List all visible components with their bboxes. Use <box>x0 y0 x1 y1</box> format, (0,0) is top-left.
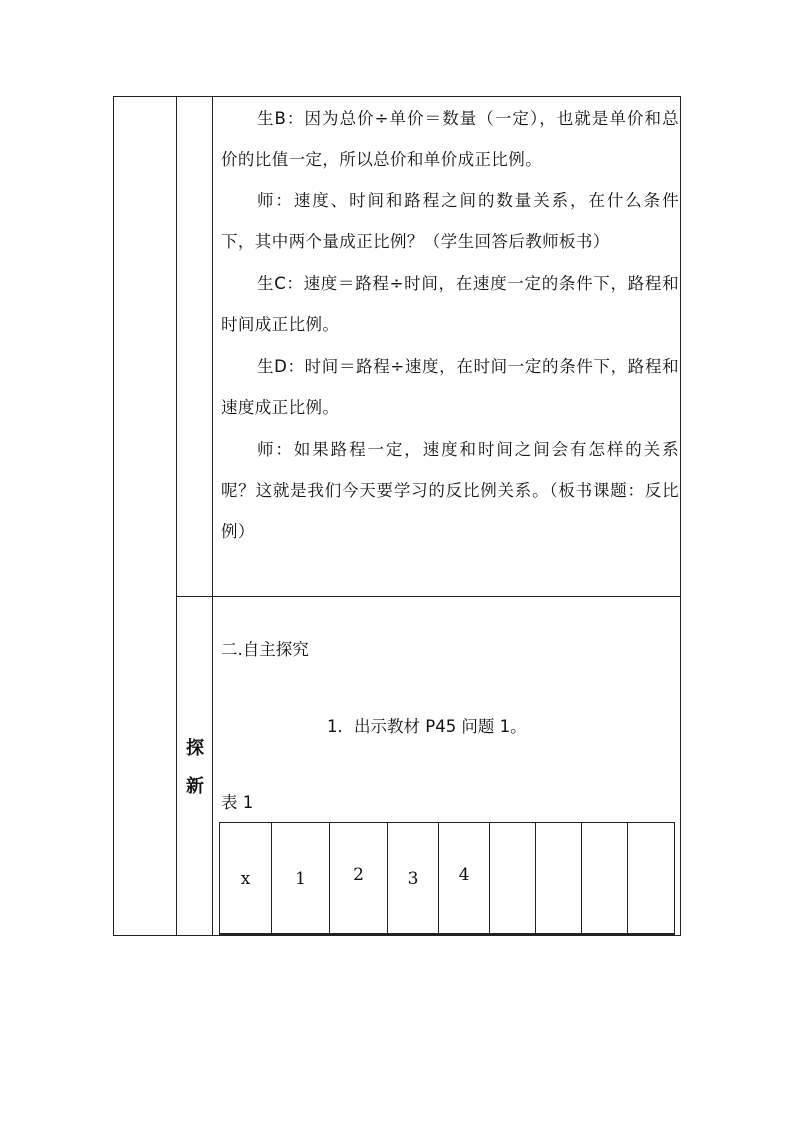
table-cell: 1 <box>272 823 330 935</box>
table-cell-empty <box>490 823 536 935</box>
table-cell: 3 <box>388 823 439 935</box>
table-cell-x-header: x <box>220 823 272 935</box>
section-heading: 二.自主探究 <box>221 640 309 659</box>
table-caption: 表 1 <box>221 793 254 812</box>
table-cell-empty <box>582 823 628 935</box>
dialogue-paragraph-b: 生B：因为总价÷单价＝数量（一定），也就是单价和总价的比值一定，所以总价和单价成正比例。 <box>221 109 679 169</box>
table-cell: 4 <box>439 823 490 935</box>
dialogue-paragraph-d: 生D：时间＝路程÷速度，在时间一定的条件下，路程和速度成正比例。 <box>221 357 679 417</box>
table-left-border <box>113 96 114 936</box>
table-cell-empty <box>536 823 582 935</box>
activity-item: 1．出示教材 P45 问题 1。 <box>327 717 527 736</box>
table-right-border <box>680 96 681 936</box>
table-row <box>220 823 675 935</box>
table-row-divider <box>176 596 680 597</box>
section-label-tan: 探 <box>186 738 204 759</box>
dialogue-paragraph-teacher-2: 师：如果路程一定，速度和时间之间会有怎样的关系呢？这就是我们今天要学习的反比例关系。（板书课题：反比例） <box>221 440 679 541</box>
data-table-1 <box>219 822 675 935</box>
section-label-xin: 新 <box>186 776 204 797</box>
data-table-bottom-rule <box>219 933 674 935</box>
table-cell-empty <box>628 823 675 935</box>
table-column-divider-1 <box>176 96 177 936</box>
table-column-divider-2 <box>212 96 213 936</box>
table-bottom-border <box>113 935 680 936</box>
dialogue-paragraph-c: 生C：速度＝路程÷时间，在速度一定的条件下，路程和时间成正比例。 <box>221 274 679 334</box>
table-cell: 2 <box>330 823 388 935</box>
table-top-border <box>113 96 680 97</box>
dialogue-paragraph-teacher-1: 师：速度、时间和路程之间的数量关系，在什么条件下，其中两个量成正比例？（学生回答后教师板书） <box>221 191 679 251</box>
